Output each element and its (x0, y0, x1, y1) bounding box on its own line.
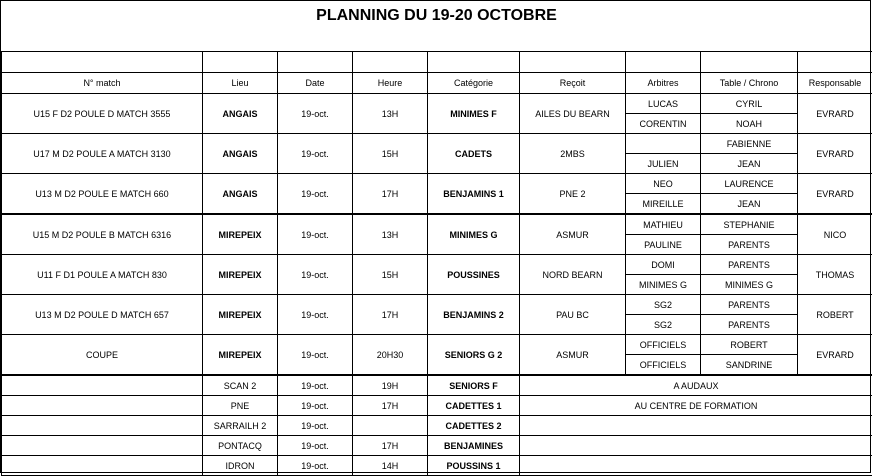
header-table: Table / Chrono (701, 73, 798, 94)
away-lieu: PONTACQ (203, 436, 278, 456)
away-row (2, 436, 872, 456)
match-lieu: MIREPEIX (203, 295, 278, 335)
match-row (2, 295, 872, 315)
match-recoit: 2MBS (520, 134, 626, 174)
match-name: U15 M D2 POULE B MATCH 6316 (2, 214, 203, 255)
away-row (2, 456, 872, 476)
match-table-1: PARENTS (701, 255, 798, 275)
match-row (2, 94, 872, 114)
match-table-2: JEAN (701, 154, 798, 174)
away-note (520, 416, 872, 436)
match-arbitre-2: SG2 (626, 315, 701, 335)
away-row (2, 416, 872, 436)
match-table-2: MINIMES G (701, 275, 798, 295)
match-recoit: ASMUR (520, 214, 626, 255)
match-date: 19-oct. (278, 94, 353, 134)
match-responsable: ROBERT (798, 295, 872, 335)
away-blank-cell (2, 396, 203, 416)
match-responsable: THOMAS (798, 255, 872, 295)
match-table-1: LAURENCE (701, 174, 798, 194)
away-lieu: IDRON (203, 456, 278, 476)
match-table-1: ROBERT (701, 335, 798, 355)
match-row (2, 335, 872, 355)
match-categorie: CADETS (428, 134, 520, 174)
match-table-2: PARENTS (701, 235, 798, 255)
match-responsable: EVRARD (798, 174, 872, 215)
away-blank-cell (2, 416, 203, 436)
match-arbitre-2: PAULINE (626, 235, 701, 255)
match-lieu: ANGAIS (203, 94, 278, 134)
header-date: Date (278, 73, 353, 94)
match-table-2: SANDRINE (701, 355, 798, 376)
away-lieu: PNE (203, 396, 278, 416)
match-date: 19-oct. (278, 335, 353, 376)
away-lieu: SCAN 2 (203, 375, 278, 396)
away-date: 19-oct. (278, 416, 353, 436)
match-categorie: BENJAMINS 1 (428, 174, 520, 215)
match-categorie: MINIMES G (428, 214, 520, 255)
match-row (2, 134, 872, 154)
away-blank-cell (2, 375, 203, 396)
away-note: AU CENTRE DE FORMATION (520, 396, 872, 416)
match-arbitre-2: MIREILLE (626, 194, 701, 215)
away-categorie: SENIORS F (428, 375, 520, 396)
header-lieu: Lieu (203, 73, 278, 94)
header-match: N° match (2, 73, 203, 94)
match-arbitre-2: OFFICIELS (626, 355, 701, 376)
match-table-2: JEAN (701, 194, 798, 215)
match-heure: 15H (353, 255, 428, 295)
match-recoit: ASMUR (520, 335, 626, 376)
match-categorie: POUSSINES (428, 255, 520, 295)
match-row (2, 214, 872, 235)
match-table-1: PARENTS (701, 295, 798, 315)
away-heure: 14H (353, 456, 428, 476)
match-arbitre-1: MATHIEU (626, 214, 701, 235)
away-date: 19-oct. (278, 436, 353, 456)
spacer-row (2, 52, 872, 73)
match-recoit: PAU BC (520, 295, 626, 335)
match-heure: 20H30 (353, 335, 428, 376)
header-recoit: Reçoit (520, 73, 626, 94)
match-table-2: NOAH (701, 114, 798, 134)
match-heure: 15H (353, 134, 428, 174)
match-heure: 17H (353, 174, 428, 215)
match-arbitre-1: NEO (626, 174, 701, 194)
match-recoit: PNE 2 (520, 174, 626, 215)
away-heure (353, 416, 428, 436)
match-arbitre-1 (626, 134, 701, 154)
match-responsable: EVRARD (798, 335, 872, 376)
away-date: 19-oct. (278, 396, 353, 416)
match-categorie: SENIORS G 2 (428, 335, 520, 376)
match-date: 19-oct. (278, 295, 353, 335)
match-arbitre-2: MINIMES G (626, 275, 701, 295)
header-heure: Heure (353, 73, 428, 94)
away-note (520, 456, 872, 476)
match-name: U15 F D2 POULE D MATCH 3555 (2, 94, 203, 134)
away-categorie: CADETTES 2 (428, 416, 520, 436)
away-heure: 19H (353, 375, 428, 396)
match-name: U13 M D2 POULE D MATCH 657 (2, 295, 203, 335)
match-lieu: ANGAIS (203, 174, 278, 215)
match-categorie: BENJAMINS 2 (428, 295, 520, 335)
away-row (2, 396, 872, 416)
away-heure: 17H (353, 396, 428, 416)
match-row (2, 255, 872, 275)
match-arbitre-1: SG2 (626, 295, 701, 315)
match-date: 19-oct. (278, 214, 353, 255)
match-date: 19-oct. (278, 255, 353, 295)
match-responsable: NICO (798, 214, 872, 255)
header-arbitres: Arbitres (626, 73, 701, 94)
away-categorie: CADETTES 1 (428, 396, 520, 416)
match-table-1: FABIENNE (701, 134, 798, 154)
away-lieu: SARRAILH 2 (203, 416, 278, 436)
away-row (2, 375, 872, 396)
header-responsable: Responsable (798, 73, 872, 94)
header-categorie: Catégorie (428, 73, 520, 94)
match-row (2, 174, 872, 194)
match-date: 19-oct. (278, 134, 353, 174)
match-table-1: CYRIL (701, 94, 798, 114)
match-name: U17 M D2 POULE A MATCH 3130 (2, 134, 203, 174)
away-heure: 17H (353, 436, 428, 456)
away-note (520, 436, 872, 456)
match-table-1: STEPHANIE (701, 214, 798, 235)
away-date: 19-oct. (278, 375, 353, 396)
match-arbitre-1: LUCAS (626, 94, 701, 114)
match-heure: 13H (353, 214, 428, 255)
planning-table (1, 51, 872, 476)
match-responsable: EVRARD (798, 134, 872, 174)
match-categorie: MINIMES F (428, 94, 520, 134)
match-recoit: NORD BEARN (520, 255, 626, 295)
match-date: 19-oct. (278, 174, 353, 215)
match-lieu: ANGAIS (203, 134, 278, 174)
away-date: 19-oct. (278, 456, 353, 476)
page-title: PLANNING DU 19-20 OCTOBRE (1, 1, 872, 31)
match-name: COUPE (2, 335, 203, 376)
match-lieu: MIREPEIX (203, 214, 278, 255)
header-row (2, 73, 872, 94)
away-blank-cell (2, 456, 203, 476)
match-recoit: AILES DU BEARN (520, 94, 626, 134)
match-heure: 17H (353, 295, 428, 335)
match-lieu: MIREPEIX (203, 255, 278, 295)
match-responsable: EVRARD (798, 94, 872, 134)
away-blank-cell (2, 436, 203, 456)
match-arbitre-2: JULIEN (626, 154, 701, 174)
match-arbitre-2: CORENTIN (626, 114, 701, 134)
match-name: U11 F D1 POULE A MATCH 830 (2, 255, 203, 295)
match-heure: 13H (353, 94, 428, 134)
away-categorie: BENJAMINES (428, 436, 520, 456)
match-arbitre-1: OFFICIELS (626, 335, 701, 355)
match-arbitre-1: DOMI (626, 255, 701, 275)
match-table-2: PARENTS (701, 315, 798, 335)
away-note: A AUDAUX (520, 375, 872, 396)
away-categorie: POUSSINS 1 (428, 456, 520, 476)
match-lieu: MIREPEIX (203, 335, 278, 376)
match-name: U13 M D2 POULE E MATCH 660 (2, 174, 203, 215)
